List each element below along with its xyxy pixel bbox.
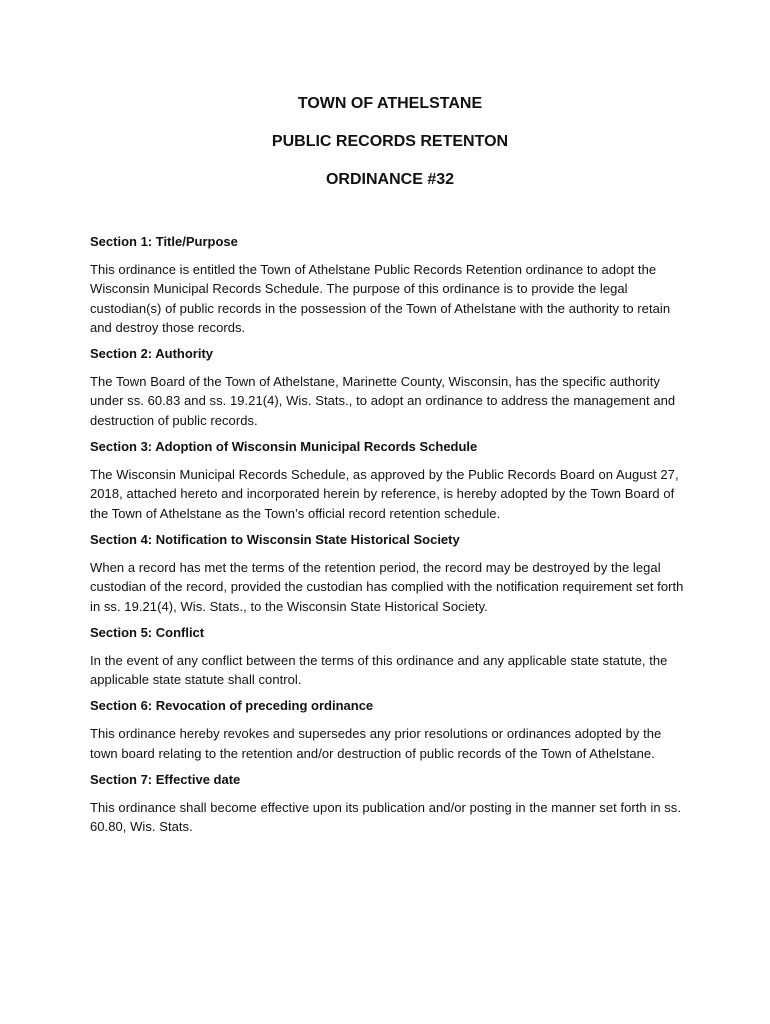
section-heading: Section 6: Revocation of preceding ordinance [90,698,374,714]
document-title-subject: PUBLIC RECORDS RETENTON [271,133,509,150]
section-body: The Town Board of the Town of Athelstane, Marinette County, Wisconsin, has the specific authority under ss. 60.83 and ss. 19.21(4), Wis. Stats., to adopt an ordinance to address the management and destruction of public records. [90,374,676,428]
section-4 [90,532,690,616]
section-heading: Section 7: Effective date [90,772,241,788]
ordinance-sections [90,234,690,837]
section-body: When a record has met the terms of the retention period, the record may be destroyed by the legal custodian of the record, provided the custodian has complied with the notification requirement set forth in ss. 19.21(4), Wis. Stats., to the Wisconsin State Historical Society. [90,559,684,614]
section-2 [90,346,690,430]
section-7 [90,772,690,837]
document-title-ordinance-number: ORDINANCE #32 [325,171,455,188]
document-title-block [90,94,690,190]
section-heading: Section 5: Conflict [90,624,205,640]
section-body: This ordinance is entitled the Town of Athelstane Public Records Retention ordinance to adopt the Wisconsin Municipal Records Schedule. The purpose of this ordinance is to provide the legal custodian(s) of public records in the possession of the Town of Athelstane with the authority to retain and destroy those records. [90,262,671,335]
section-body: In the event of any conflict between the terms of this ordinance and any applicable state statute, the applicable state statute shall control. [90,652,668,688]
document-title-town: TOWN OF ATHELSTANE [297,95,483,112]
document-page [90,94,690,837]
section-heading: Section 2: Authority [90,346,214,362]
section-heading: Section 1: Title/Purpose [90,234,238,249]
section-1 [90,234,690,337]
section-heading: Section 4: Notification to Wisconsin State Historical Society [90,531,460,547]
section-3 [90,439,690,523]
section-5 [90,625,690,690]
section-body: This ordinance shall become effective upon its publication and/or posting in the manner set forth in ss. 60.80, Wis. Stats. [90,800,682,835]
section-body: This ordinance hereby revokes and supersedes any prior resolutions or ordinances adopted by the town board relating to the retention and/or destruction of public records of the Town of Athelstane. [90,726,662,761]
section-body: The Wisconsin Municipal Records Schedule, as approved by the Public Records Board on August 27, 2018, attached hereto and incorporated herein by reference, is hereby adopted by the Town Board of the Town of Athelstane as the Town’s official record retention schedule. [90,467,679,521]
section-heading: Section 3: Adoption of Wisconsin Municipal Records Schedule [90,439,478,455]
section-6 [90,698,690,763]
